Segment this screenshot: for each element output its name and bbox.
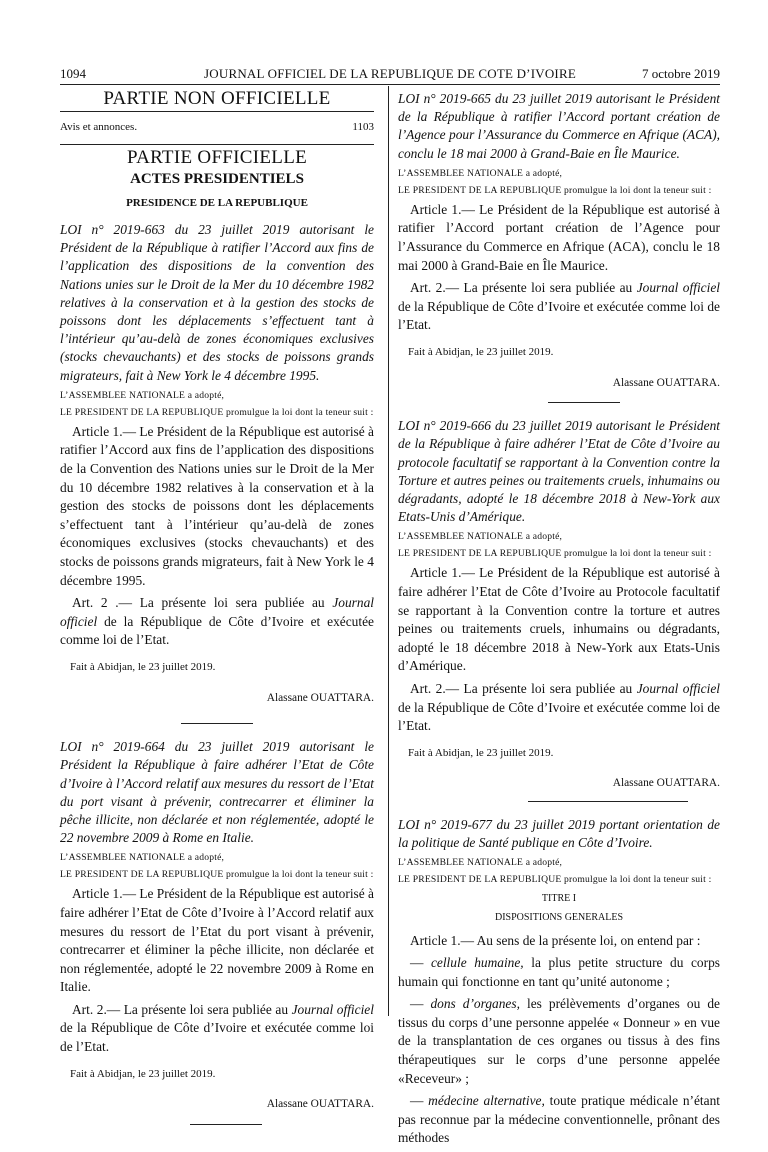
promulgue-line: LE PRESIDENT DE LA REPUBLIQUE promulgue la loi dont la teneur suit : [60, 869, 374, 881]
loi-666-title: LOI n° 2019-666 du 23 juillet 2019 autorisant le Président de la République à faire adhérer l’Etat de Côte d’Ivoire au protocole facultatif se rapportant à la Convention contre la Torture et autres peines ou traitements cruels, inhumains ou dégradants, adopté le 18 décembre 2018 à New-York aux Etats-Unis d’Amérique. [398, 418, 720, 525]
fait-a-abidjan: Fait à Abidjan, le 23 juillet 2019. [70, 660, 216, 673]
dispositions-heading: DISPOSITIONS GENERALES [494, 911, 624, 923]
assemblee-line: L’ASSEMBLEE NATIONALE a adopté, [60, 389, 225, 401]
signature: Alassane OUATTARA. [266, 1098, 374, 1111]
assemblee-line: L’ASSEMBLEE NATIONALE a adopté, [398, 167, 563, 179]
column-divider [388, 86, 389, 1016]
article-1: Article 1.— Le Président de la République est autorisé à faire adhérer l’Etat de Côte d’Ivoire à l’Accord relatif aux mesures du ressort de l’Etat du port visant à prévenir, contrecarrer et éliminer la pêche illicite, non déclarée et non réglementée, adopté le 22 novembre 2009 à Rome en Italie. [60, 886, 374, 995]
avis-label: Avis et annonces. [60, 120, 138, 133]
left-column [60, 90, 374, 1125]
issue-date: 7 octobre 2019 [642, 66, 720, 81]
assemblee-line: L’ASSEMBLEE NATIONALE a adopté, [60, 852, 225, 864]
article-1: Article 1.— Le Président de la République est autorisé à faire adhérer l’Etat de Côte d’Ivoire au Protocole facultatif se rapportant à la Convention contre la torture et autres peines ou traitements cruels, inhumains ou dégradants, adopté le 18 décembre 2018 à New-York aux Etats-Unis d’Amérique. [398, 565, 720, 674]
presidence-heading: PRESIDENCE DE LA REPUBLIQUE [126, 197, 308, 210]
separator-rule [181, 723, 253, 724]
assemblee-line: L’ASSEMBLEE NATIONALE a adopté, [398, 857, 563, 869]
section-rule [60, 111, 374, 112]
loi-677-title: LOI n° 2019-677 du 23 juillet 2019 portant orientation de la politique de Santé publique en Côte d’Ivoire. [398, 816, 720, 851]
promulgue-line: LE PRESIDENT DE LA REPUBLIQUE promulgue la loi dont la teneur suit : [60, 406, 374, 418]
signature: Alassane OUATTARA. [266, 691, 374, 704]
fait-a-abidjan: Fait à Abidjan, le 23 juillet 2019. [70, 1067, 216, 1080]
signature: Alassane OUATTARA. [612, 376, 720, 389]
fait-a-abidjan: Fait à Abidjan, le 23 juillet 2019. [408, 746, 554, 759]
definition-medecine-alternative: — médecine alternative, toute pratique médicale n’étant pas reconnue par la médecine conventionnelle, prônant des méthodes [398, 1093, 720, 1146]
titre-heading: TITRE I [541, 893, 577, 905]
loi-665-title: LOI n° 2019-665 du 23 juillet 2019 autorisant le Président de la République à ratifier l’Accord portant création de l’Agence pour l’Assurance du Commerce en Afrique (ACA), conclu le 18 mai 2000 à Grand-Baie en Île Maurice. [398, 91, 720, 161]
signature: Alassane OUATTARA. [612, 777, 720, 790]
journal-title: JOURNAL OFFICIEL DE LA REPUBLIQUE DE COTE D’IVOIRE [204, 66, 576, 81]
separator-rule [528, 801, 688, 802]
separator-rule [190, 1124, 262, 1125]
article-1: Article 1.— Le Président de la République est autorisé à ratifier l’Accord portant création de l’Agence pour l’Assurance du Commerce en Afrique (ACA), conclu le 18 mai 2000 à Grand-Baie en Île Maurice. [398, 201, 720, 273]
partie-non-officielle-heading: PARTIE NON OFFICIELLE [103, 88, 331, 109]
promulgue-line: LE PRESIDENT DE LA REPUBLIQUE promulgue la loi dont la teneur suit : [398, 874, 712, 886]
article-2: Art. 2.— La présente loi sera publiée au Journal officiel de la République de Côte d’Ivoire et exécutée comme loi de l’Etat. [398, 280, 720, 333]
article-2: Art. 2 .— La présente loi sera publiée au Journal officiel de la République de Côte d’Ivoire et exécutée comme loi de l’Etat. [60, 595, 374, 648]
article-1: Article 1.— Le Président de la République est autorisé à ratifier l’Accord aux fins de l’application des dispositions de la Convention des Nations unies sur le Droit de la Mer du 10 décembre 1982 relatives à la conservation et à la gestion des stocks de poissons dont les déplacements s’effectuent tant à l’intérieur qu’au-delà de zones économiques exclusives (stocks chevauchants) et des stocks de poissons grands migrateurs, fait à New York le 4 décembre 1995. [60, 423, 374, 588]
definition-cellule-humaine: — cellule humaine, la plus petite structure du corps humain qui fonctionne en tant qu’unité autonome ; [398, 955, 720, 989]
article-1: Article 1.— Au sens de la présente loi, on entend par : [410, 932, 701, 948]
separator-rule [548, 402, 620, 403]
partie-officielle-heading: PARTIE OFFICIELLE [126, 147, 308, 169]
header-rule [60, 84, 720, 85]
definition-dons-organes: — dons d’organes, les prélèvements d’organes ou de tissus du corps d’une personne appelée « Donneur » en vue de la transplantation de ces organes ou tissus à des fins thérapeutiques sur le corps d’une personne appelée «Receveur» ; [398, 996, 720, 1086]
avis-entry [60, 118, 374, 137]
page-number: 1094 [60, 66, 86, 81]
article-2: Art. 2.— La présente loi sera publiée au Journal officiel de la République de Côte d’Ivoire et exécutée comme loi de l’Etat. [398, 680, 720, 734]
assemblee-line: L’ASSEMBLEE NATIONALE a adopté, [398, 531, 563, 543]
actes-presidentiels-heading: ACTES PRESIDENTIELS [130, 170, 304, 187]
section-rule [60, 144, 374, 145]
running-header [60, 62, 720, 84]
fait-a-abidjan: Fait à Abidjan, le 23 juillet 2019. [408, 345, 554, 358]
loi-663-title: LOI n° 2019-663 du 23 juillet 2019 autorisant le Président de la République à ratifier l’Accord aux fins de l’application des dispositions de la convention des Nations unies sur le Droit de la Mer du 10 décembre 1982 relatives à la conservation et à la gestion des stocks de poissons dont les déplacements s’effectuent tant à l’intérieur qu’au-delà de zones économiques exclusives (stocks chevauchants) et des stocks de poissons grands migrateurs, fait à New York le 4 décembre 1995. [60, 221, 374, 383]
promulgue-line: LE PRESIDENT DE LA REPUBLIQUE promulgue la loi dont la teneur suit : [398, 548, 712, 560]
right-column [398, 90, 720, 1152]
promulgue-line: LE PRESIDENT DE LA REPUBLIQUE promulgue la loi dont la teneur suit : [398, 184, 712, 196]
loi-664-title: LOI n° 2019-664 du 23 juillet 2019 autorisant le Président la République à faire adhérer l’Etat de Côte d’Ivoire à l’Accord relatif aux mesures du ressort de l’Etat du port visant à prévenir, contrecarrer et éliminer la pêche illicite, non déclarée et non réglementée, adopté le 22 novembre 2009 à Rome en Italie. [60, 739, 374, 846]
avis-page: 1103 [352, 120, 374, 133]
article-2: Art. 2.— La présente loi sera publiée au Journal officiel de la République de Côte d’Ivoire et exécutée comme loi de l’Etat. [60, 1001, 374, 1055]
